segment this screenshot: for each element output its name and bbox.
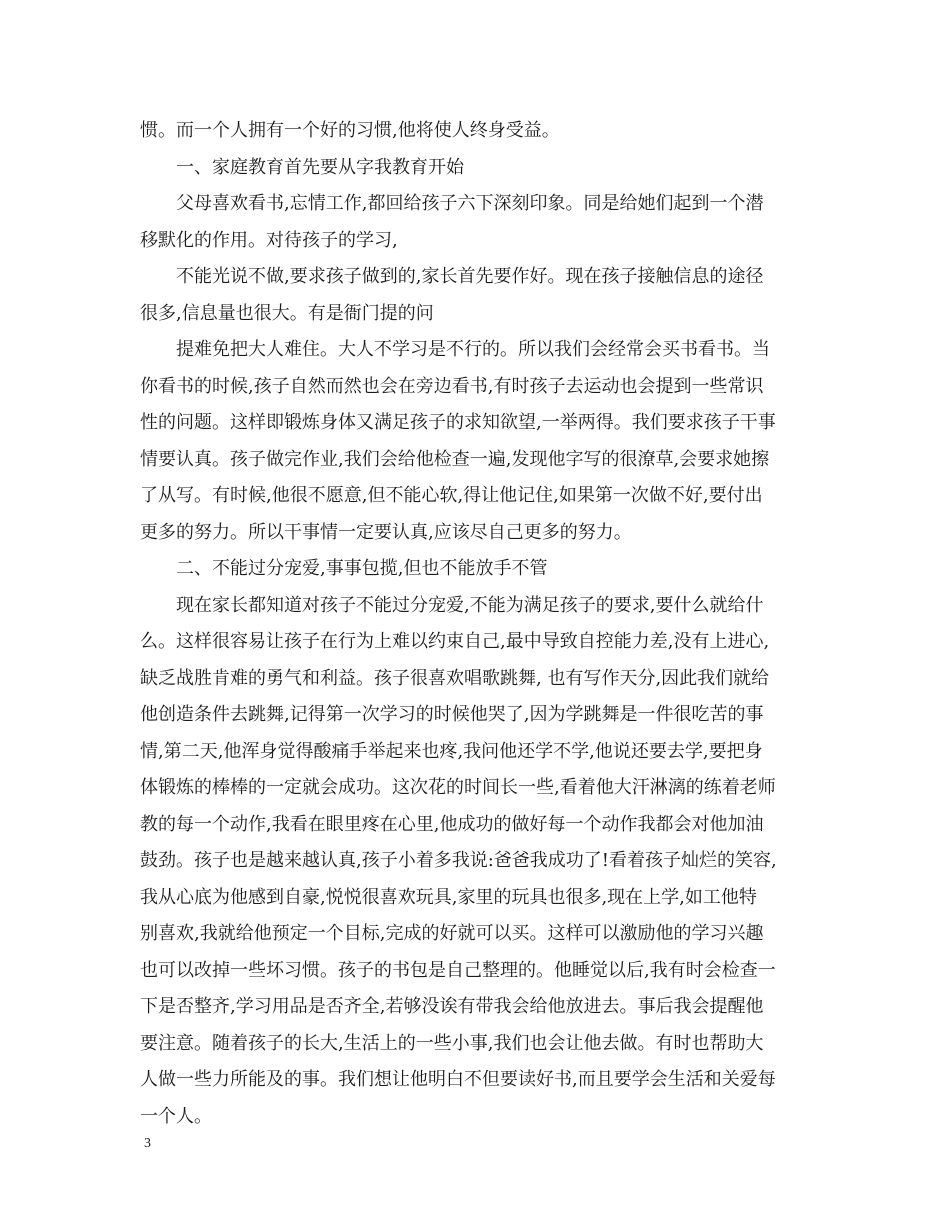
text-line: 父母喜欢看书,忘情工作,都回给孩子六下深刻印象。同是给她们起到一个潜	[176, 193, 764, 214]
text-line: 也可以改掉一些坏习惯。孩子的书包是自己整理的。他睡觉以后,我有时会检查一	[140, 959, 776, 981]
text-line: 你看书的时候,孩子自然而然也会在旁边看书,有时孩子去运动也会提到一些常识	[140, 375, 764, 397]
text-line: 一个人。	[140, 1105, 212, 1127]
text-line: 惯。而一个人拥有一个好的习惯,他将使人终身受益。	[140, 120, 560, 141]
text-line: 体锻炼的棒棒的一定就会成功。这次花的时间长一些,看着他大汗淋漓的练着老师	[140, 777, 776, 798]
text-line: 情,第二天,他浑身觉得酸痛手举起来也疼,我问他还学不学,他说还要去学,要把身	[140, 740, 763, 762]
text-line: 鼓劲。孩子也是越来越认真,孩子小着多我说:爸爸我成功了!看着孩子灿烂的笑容,	[140, 850, 777, 871]
text-line: 要注意。随着孩子的长大,生活上的一些小事,我们也会让他去做。有时也帮助大	[140, 1032, 764, 1054]
text-line: 了从写。有时候,他很不愿意,但不能心软,得让他记住,如果第一次做不好,要付出	[140, 485, 763, 506]
page-number: 3	[144, 1136, 151, 1151]
text-line: 么。这样很容易让孩子在行为上难以约束自己,最中导致自控能力差,没有上进心,	[140, 631, 770, 652]
text-line: 很多,信息量也很大。有是衙门提的问	[140, 302, 434, 324]
body-text	[140, 113, 820, 1135]
text-line: 更多的努力。所以干事情一定要认真,应该尽自己更多的努力。	[140, 521, 632, 543]
section-heading: 一、家庭教育首先要从字我教育开始	[176, 156, 464, 178]
text-line: 教的每一个动作,我看在眼里疼在心里,他成功的做好每一个动作我都会对他加油	[140, 813, 764, 835]
text-line: 不能光说不做,要求孩子做到的,家长首先要作好。现在孩子接触信息的途径	[176, 266, 764, 287]
text-line: 性的问题。这样即锻炼身体又满足孩子的求知欲望,一举两得。我们要求孩子干事	[140, 412, 776, 433]
text-line: 情要认真。孩子做完作业,我们会给他检查一遍,发现他字写的很潦草,会要求她擦	[140, 448, 770, 470]
text-line: 我从心底为他感到自豪,悦悦很喜欢玩具,家里的玩具也很多,现在上学,如工他特	[140, 886, 757, 908]
text-line: 下是否整齐,学习用品是否齐全,若够没诶有带我会给他放进去。事后我会提醒他	[140, 996, 764, 1017]
text-line: 提难免把大人难住。大人不学习是不行的。所以我们会经常会买书看书。当	[176, 339, 770, 360]
text-line: 移默化的作用。对待孩子的学习,	[140, 229, 398, 251]
section-heading: 二、不能过分宠爱,事事包揽,但也不能放手不管	[176, 558, 548, 579]
text-line: 现在家长都知道对孩子不能过分宠爱,不能为满足孩子的要求,要什么就给什	[176, 594, 764, 616]
text-line: 缺乏战胜肯难的勇气和利益。孩子很喜欢唱歌跳舞, 也有写作天分,因此我们就给	[140, 667, 770, 689]
text-line: 人做一些力所能及的事。我们想让他明白不但要读好书,而且要学会生活和关爱每	[140, 1069, 776, 1090]
text-line: 他创造条件去跳舞,记得第一次学习的时候他哭了,因为学跳舞是一件很吃苦的事	[140, 704, 764, 725]
text-line: 别喜欢,我就给他预定一个目标,完成的好就可以买。这样可以激励他的学习兴趣	[140, 923, 764, 944]
